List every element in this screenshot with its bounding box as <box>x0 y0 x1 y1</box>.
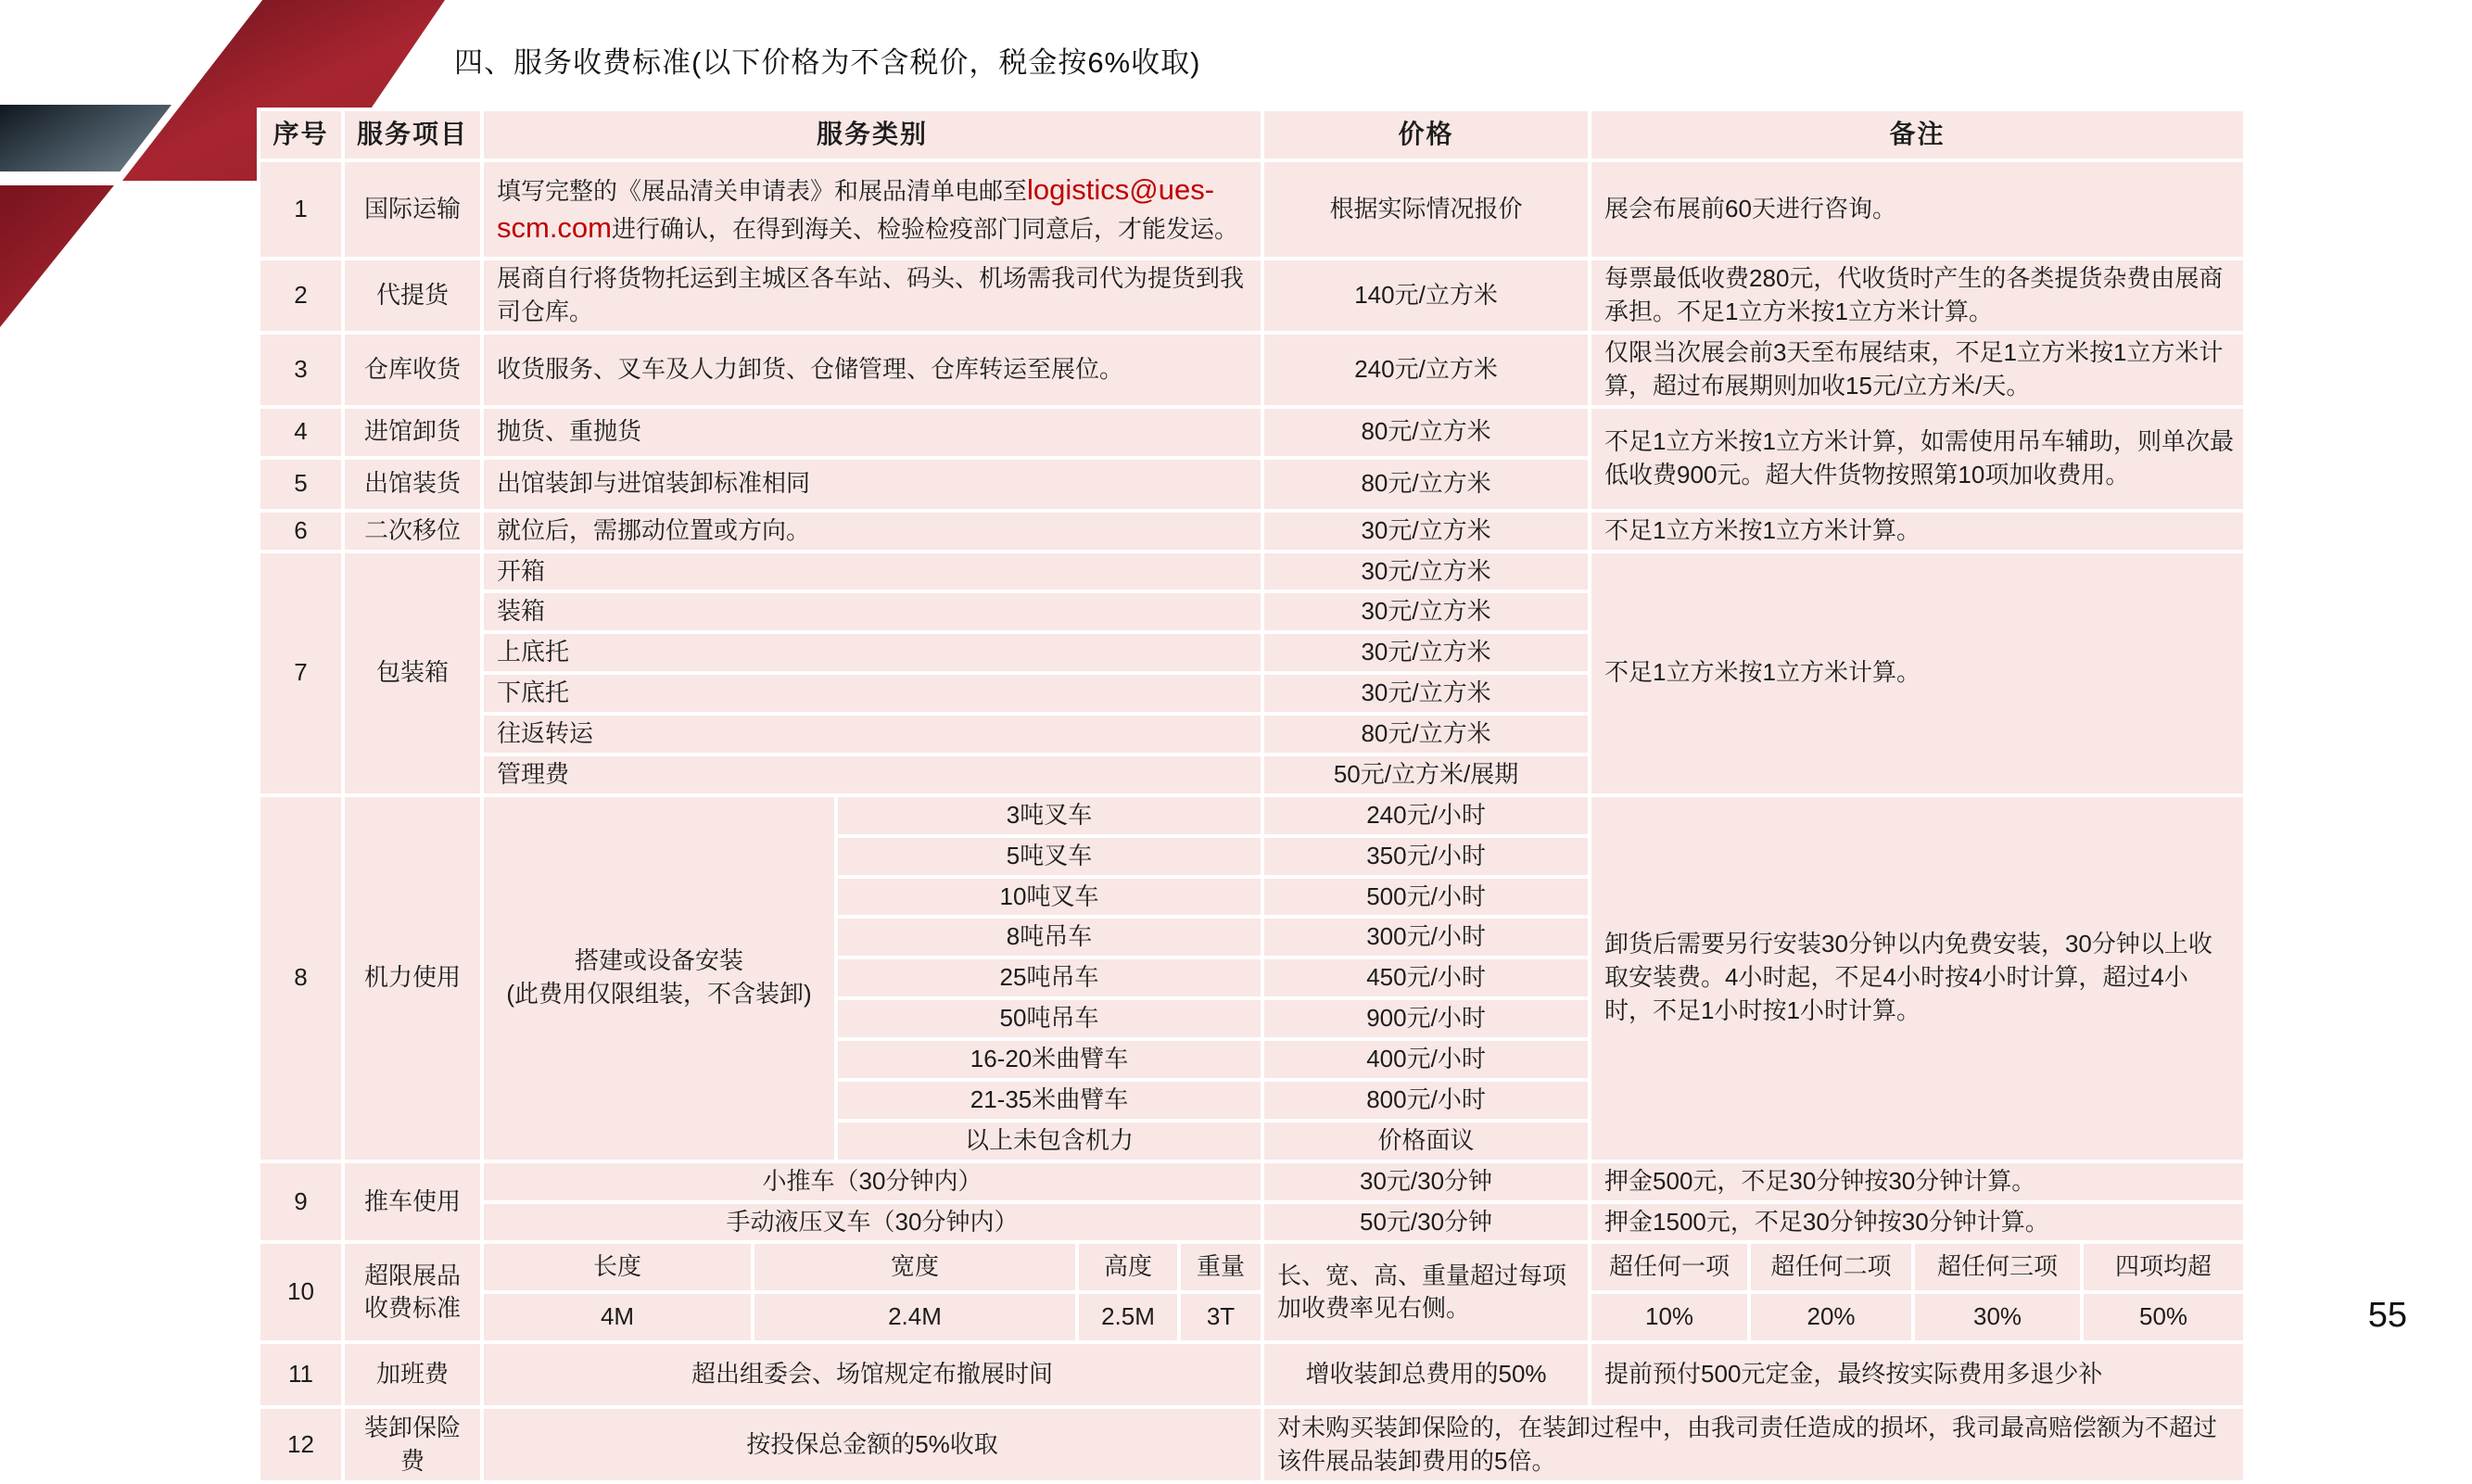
table-row <box>259 1242 2245 1292</box>
cell-no: 10 <box>259 1242 343 1342</box>
cell-surcharge-header: 超任何三项 <box>1913 1242 2082 1292</box>
cell-item: 进馆卸货 <box>343 407 482 458</box>
cell-equipment: 5吨叉车 <box>836 836 1262 877</box>
cell-equipment: 以上未包含机力 <box>836 1121 1262 1161</box>
table-header-row <box>259 109 2245 160</box>
cell-equipment: 50吨吊车 <box>836 998 1262 1039</box>
cell-equipment: 10吨叉车 <box>836 877 1262 918</box>
table-row <box>259 160 2245 259</box>
cell-category: 展商自行将货物托运到主城区各车站、码头、机场需我司代为提货到我司仓库。 <box>482 259 1262 333</box>
cell-note: 不足1立方米按1立方米计算。 <box>1590 552 2245 795</box>
cell-surcharge-value: 20% <box>1749 1292 1913 1342</box>
cell-price: 50元/立方米/展期 <box>1262 755 1590 795</box>
cell-item: 出馆装货 <box>343 458 482 511</box>
cell-surcharge-value: 30% <box>1913 1292 2082 1342</box>
cell-dim-value: 2.4M <box>753 1292 1077 1342</box>
cell-note: 仅限当次展会前3天至布展结束，不足1立方米按1立方米计算，超过布展期则加收15元/立方米/天。 <box>1590 333 2245 407</box>
cell-no: 5 <box>259 458 343 511</box>
cell-note: 不足1立方米按1立方米计算。 <box>1590 511 2245 552</box>
table-row <box>259 1202 2245 1243</box>
cell-surcharge-value: 50% <box>2082 1292 2245 1342</box>
cell-equipment: 8吨吊车 <box>836 917 1262 958</box>
cell-category: 上底托 <box>482 632 1262 673</box>
cell-no: 6 <box>259 511 343 552</box>
cell-price: 400元/小时 <box>1262 1039 1590 1080</box>
cell-price: 900元/小时 <box>1262 998 1590 1039</box>
page-number: 55 <box>2367 1296 2407 1335</box>
cell-category-group <box>482 795 836 1161</box>
header-item: 服务项目 <box>343 109 482 160</box>
header-note: 备注 <box>1590 109 2245 160</box>
cell-price: 根据实际情况报价 <box>1262 160 1590 259</box>
table-row <box>259 333 2245 407</box>
page-title: 四、服务收费标准(以下价格为不含税价，税金按6%收取) <box>454 46 1201 79</box>
cell-category: 小推车（30分钟内） <box>482 1161 1262 1202</box>
cell-category: 装箱 <box>482 591 1262 632</box>
cell-category: 下底托 <box>482 673 1262 714</box>
cell-price: 140元/立方米 <box>1262 259 1590 333</box>
cell-note: 押金500元，不足30分钟按30分钟计算。 <box>1590 1161 2245 1202</box>
cell-category <box>482 160 1262 259</box>
cell-equipment: 3吨叉车 <box>836 795 1262 836</box>
cell-item: 包装箱 <box>343 552 482 795</box>
cell-no: 3 <box>259 333 343 407</box>
cell-item: 仓库收货 <box>343 333 482 407</box>
cell-equipment: 16-20米曲臂车 <box>836 1039 1262 1080</box>
cell-no: 12 <box>259 1407 343 1482</box>
header-no: 序号 <box>259 109 343 160</box>
cell-surcharge-value: 10% <box>1590 1292 1749 1342</box>
cell-dim-header: 长度 <box>482 1242 753 1292</box>
cell-price: 30元/立方米 <box>1262 511 1590 552</box>
table-row <box>259 1407 2245 1482</box>
cell-note: 展会布展前60天进行咨询。 <box>1590 160 2245 259</box>
cell-dim-value: 2.5M <box>1077 1292 1179 1342</box>
cell-note: 押金1500元，不足30分钟按30分钟计算。 <box>1590 1202 2245 1243</box>
cell-no: 4 <box>259 407 343 458</box>
cell-note: 卸货后需要另行安装30分钟以内免费安装，30分钟以上收取安装费。4小时起，不足4小时按4小时计算，超过4小时，不足1小时按1小时计算。 <box>1590 795 2245 1161</box>
cell-price: 30元/30分钟 <box>1262 1161 1590 1202</box>
cell-category: 开箱 <box>482 552 1262 592</box>
cell-price: 80元/立方米 <box>1262 407 1590 458</box>
cell-category: 管理费 <box>482 755 1262 795</box>
cell-surcharge-header: 四项均超 <box>2082 1242 2245 1292</box>
cell-price: 增收装卸总费用的50% <box>1262 1342 1590 1407</box>
cell-price: 500元/小时 <box>1262 877 1590 918</box>
table-row <box>259 407 2245 458</box>
cell-item: 推车使用 <box>343 1161 482 1243</box>
cell-equipment: 25吨吊车 <box>836 958 1262 998</box>
cell-no: 8 <box>259 795 343 1161</box>
cell-item: 装卸保险费 <box>343 1407 482 1482</box>
category-text: 填写完整的《展品清关申请表》和展品清单电邮至 <box>497 177 1028 205</box>
cell-dim-value: 4M <box>482 1292 753 1342</box>
cell-no: 11 <box>259 1342 343 1407</box>
cell-item: 代提货 <box>343 259 482 333</box>
cell-category: 往返转运 <box>482 714 1262 755</box>
cell-price: 30元/立方米 <box>1262 632 1590 673</box>
cell-item: 超限展品收费标准 <box>343 1242 482 1342</box>
cell-item: 二次移位 <box>343 511 482 552</box>
category-text: 进行确认，在得到海关、检验检疫部门同意后，才能发运。 <box>612 215 1239 243</box>
cell-price: 价格面议 <box>1262 1121 1590 1161</box>
cell-price: 30元/立方米 <box>1262 552 1590 592</box>
service-fee-table <box>257 108 2247 1484</box>
category-line: 搭建或设备安装 <box>574 946 743 975</box>
cell-category: 手动液压叉车（30分钟内） <box>482 1202 1262 1243</box>
cell-price: 80元/立方米 <box>1262 458 1590 511</box>
table-row <box>259 1342 2245 1407</box>
table-row <box>259 1161 2245 1202</box>
cell-note: 对未购买装卸保险的，在装卸过程中，由我司责任造成的损坏，我司最高赔偿额为不超过该件展品装卸费用的5倍。 <box>1262 1407 2245 1482</box>
cell-surcharge-header: 超任何一项 <box>1590 1242 1749 1292</box>
cell-price: 80元/立方米 <box>1262 714 1590 755</box>
cell-no: 7 <box>259 552 343 795</box>
cell-no: 1 <box>259 160 343 259</box>
table-row <box>259 511 2245 552</box>
corner-red-triangle-decoration <box>0 185 114 327</box>
header-price: 价格 <box>1262 109 1590 160</box>
cell-category: 收货服务、叉车及人力卸货、仓储管理、仓库转运至展位。 <box>482 333 1262 407</box>
table-row <box>259 259 2245 333</box>
cell-dim-value: 3T <box>1179 1292 1262 1342</box>
cell-note: 不足1立方米按1立方米计算，如需使用吊车辅助，则单次最低收费900元。超大件货物按照第10项加收费用。 <box>1590 407 2245 511</box>
cell-price: 50元/30分钟 <box>1262 1202 1590 1243</box>
cell-price: 240元/立方米 <box>1262 333 1590 407</box>
cell-category: 就位后，需挪动位置或方向。 <box>482 511 1262 552</box>
cell-price: 240元/小时 <box>1262 795 1590 836</box>
cell-category: 抛货、重抛货 <box>482 407 1262 458</box>
cell-item: 加班费 <box>343 1342 482 1407</box>
cell-surcharge-header: 超任何二项 <box>1749 1242 1913 1292</box>
cell-no: 2 <box>259 259 343 333</box>
table-row <box>259 795 2245 836</box>
cell-dim-header: 重量 <box>1179 1242 1262 1292</box>
cell-category: 出馆装卸与进馆装卸标准相同 <box>482 458 1262 511</box>
cell-equipment: 21-35米曲臂车 <box>836 1080 1262 1121</box>
cell-item: 机力使用 <box>343 795 482 1161</box>
cell-dim-header: 高度 <box>1077 1242 1179 1292</box>
header-category: 服务类别 <box>482 109 1262 160</box>
cell-price: 30元/立方米 <box>1262 673 1590 714</box>
cell-price: 长、宽、高、重量超过每项加收费率见右侧。 <box>1262 1242 1590 1342</box>
cell-note: 每票最低收费280元，代收货时产生的各类提货杂费由展商承担。不足1立方米按1立方米计算。 <box>1590 259 2245 333</box>
category-line: (此费用仅限组装，不含装卸) <box>506 980 812 1008</box>
cell-price: 450元/小时 <box>1262 958 1590 998</box>
cell-category: 超出组委会、场馆规定布撤展时间 <box>482 1342 1262 1407</box>
cell-price: 800元/小时 <box>1262 1080 1590 1121</box>
cell-category: 按投保总金额的5%收取 <box>482 1407 1262 1482</box>
cell-no: 9 <box>259 1161 343 1243</box>
cell-price: 300元/小时 <box>1262 917 1590 958</box>
cell-dim-header: 宽度 <box>753 1242 1077 1292</box>
cell-note: 提前预付500元定金，最终按实际费用多退少补 <box>1590 1342 2245 1407</box>
table-row <box>259 552 2245 592</box>
cell-price: 350元/小时 <box>1262 836 1590 877</box>
email-link[interactable]: logistics@ues-scm.com <box>497 173 1215 244</box>
cell-item: 国际运输 <box>343 160 482 259</box>
cell-price: 30元/立方米 <box>1262 591 1590 632</box>
table-row <box>259 1292 2245 1342</box>
